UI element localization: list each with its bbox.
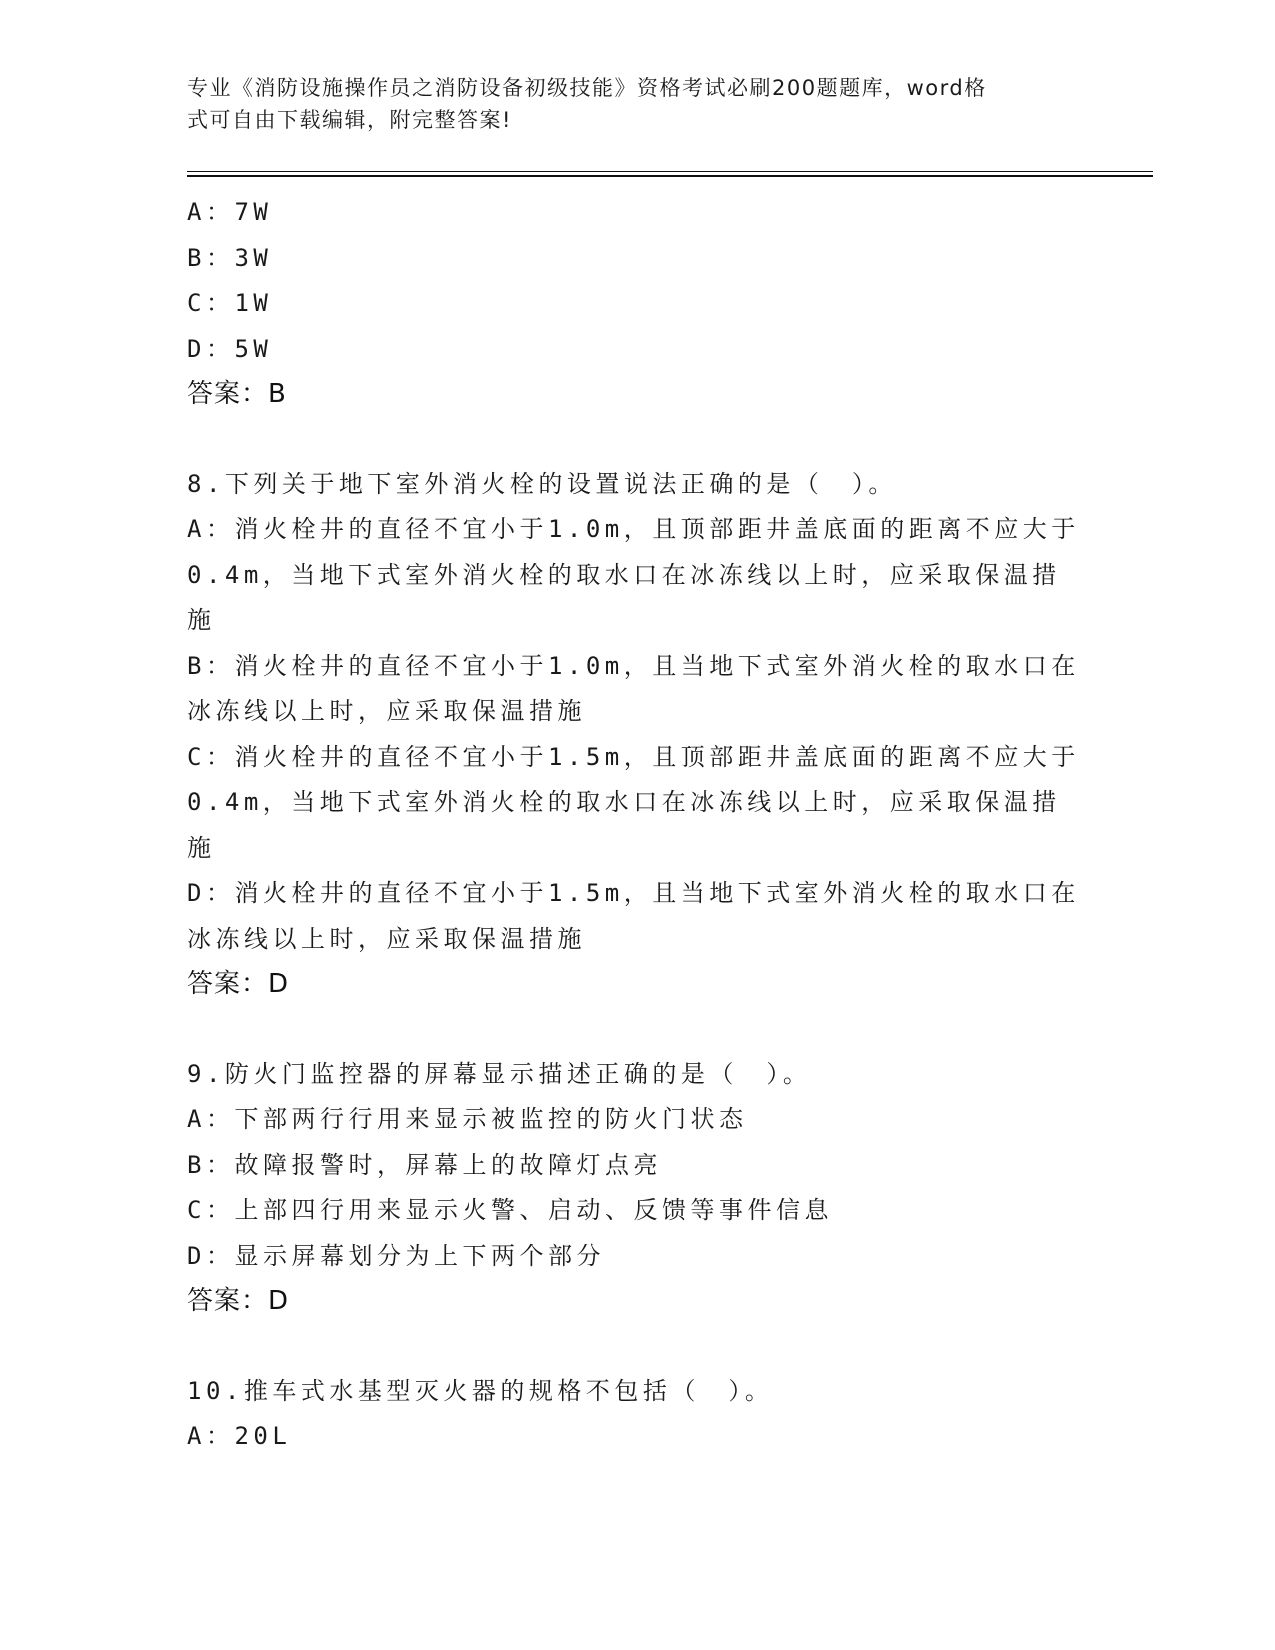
q8-option-c-line-1: C：消火栓井的直径不宜小于1.5m，且顶部距井盖底面的距离不应大于 — [187, 742, 1080, 771]
q8-option-d-line-1: D：消火栓井的直径不宜小于1.5m，且当地下式室外消火栓的取水口在 — [187, 879, 1080, 907]
q8-option-a-line-3: 施 — [187, 606, 216, 634]
q8-option-c-line-3: 施 — [187, 833, 216, 862]
q7-option-d: D：5W — [187, 334, 273, 363]
q7-option-c: C：1W — [187, 289, 273, 317]
q10-stem: 10.推车式水基型灭火器的规格不包括（ ）。 — [187, 1376, 774, 1405]
q8-option-d-line-2: 冰冻线以上时，应采取保温措施 — [187, 924, 586, 953]
question-list — [187, 190, 1087, 1460]
question-10-block — [187, 1369, 1087, 1460]
q7-option-a: A：7W — [187, 198, 273, 226]
q8-option-a-line-1: A：消火栓井的直径不宜小于1.0m，且顶部距井盖底面的距离不应大于 — [187, 515, 1080, 543]
q8-option-c-line-2: 0.4m，当地下式室外消火栓的取水口在冰冻线以上时，应采取保温措 — [187, 788, 1061, 816]
q7-answer: 答案：B — [187, 379, 287, 409]
q8-option-b-line-1: B：消火栓井的直径不宜小于1.0m，且当地下式室外消火栓的取水口在 — [187, 651, 1080, 680]
q8-option-b-line-2: 冰冻线以上时，应采取保温措施 — [187, 697, 586, 725]
document-header — [187, 72, 1067, 136]
q8-option-a-line-2: 0.4m，当地下式室外消火栓的取水口在冰冻线以上时，应采取保温措 — [187, 560, 1061, 589]
header-divider-thin — [187, 171, 1153, 172]
spacer — [187, 1008, 1087, 1052]
q10-option-a: A：20L — [187, 1422, 292, 1450]
q9-option-d: D：显示屏幕划分为上下两个部分 — [187, 1241, 605, 1270]
header-title-line-1: 专业《消防设施操作员之消防设备初级技能》资格考试必刷200题题库，word格 — [187, 76, 987, 100]
q9-stem: 9.防火门监控器的屏幕显示描述正确的是（ ）。 — [187, 1059, 812, 1088]
q9-option-a: A：下部两行行用来显示被监控的防火门状态 — [187, 1105, 748, 1133]
q9-answer: 答案：D — [187, 1286, 290, 1316]
question-9-block — [187, 1052, 1087, 1325]
header-title-line-2: 式可自由下载编辑，附完整答案! — [187, 108, 512, 132]
q9-option-c: C：上部四行用来显示火警、启动、反馈等事件信息 — [187, 1196, 833, 1224]
header-divider-thick — [187, 175, 1153, 177]
q9-option-b: B：故障报警时，屏幕上的故障灯点亮 — [187, 1150, 662, 1179]
q7-option-b: B：3W — [187, 243, 273, 272]
question-7-block — [187, 190, 1087, 418]
spacer — [187, 418, 1087, 462]
question-8-block — [187, 462, 1087, 1008]
spacer — [187, 1325, 1087, 1369]
q8-stem: 8.下列关于地下室外消火栓的设置说法正确的是（ ）。 — [187, 469, 897, 498]
q8-answer: 答案：D — [187, 969, 290, 999]
